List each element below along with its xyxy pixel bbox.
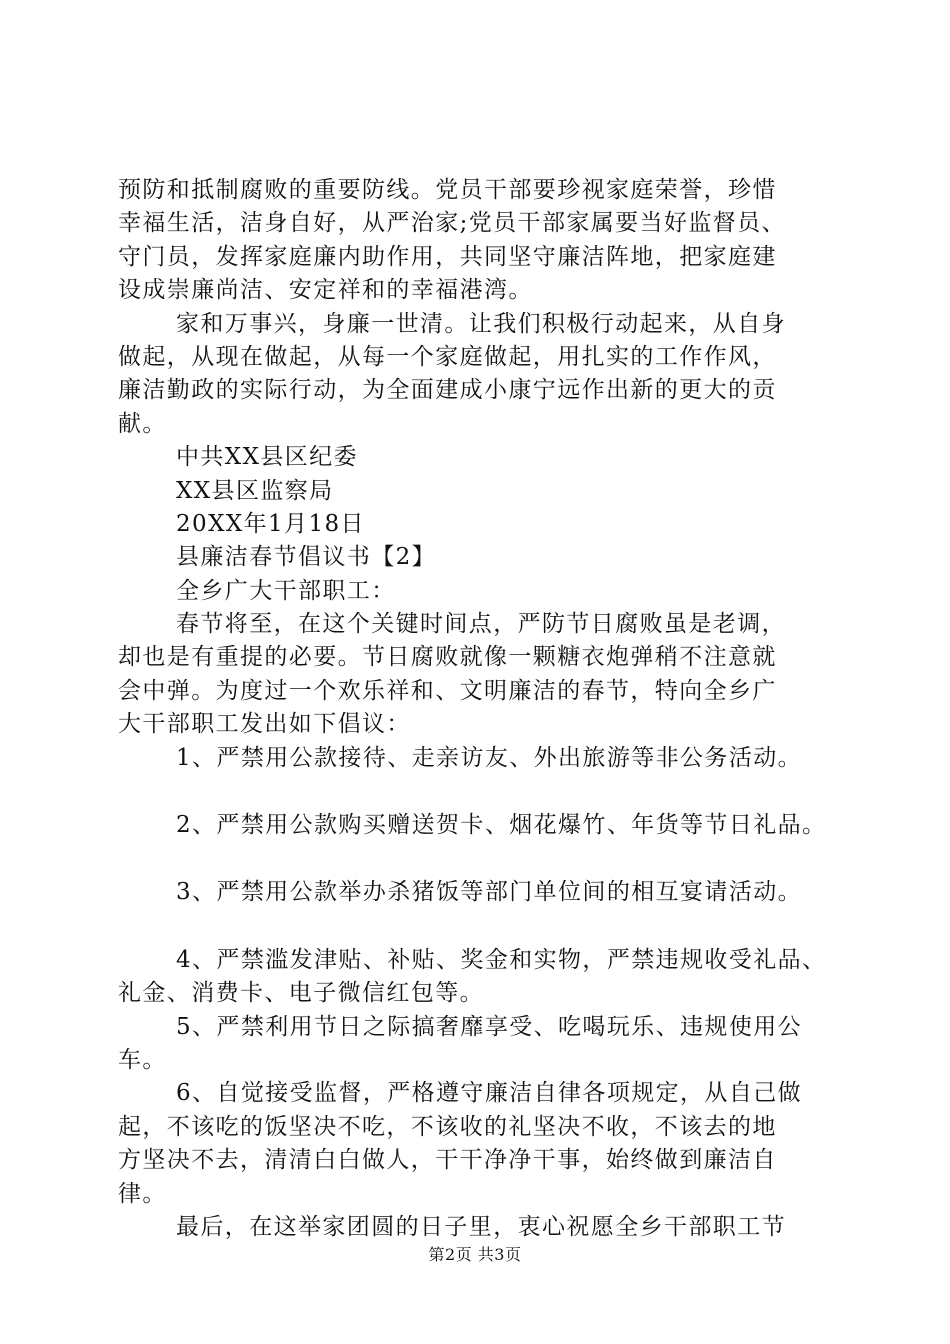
proposal-item-2: 2、严禁用公款购买赠送贺卡、烟花爆竹、年货等节日礼品。 — [176, 812, 827, 839]
body-text-line: 廉洁勤政的实际行动，为全面建成小康宁远作出新的更大的贡 — [118, 377, 777, 404]
section-title: 县廉洁春节倡议书【2】 — [176, 544, 437, 571]
body-text-line: 设成崇廉尚洁、安定祥和的幸福港湾。 — [118, 277, 533, 304]
body-text-line: 幸福生活，洁身自好，从严治家;党员干部家属要当好监督员、 — [118, 210, 786, 237]
proposal-item-5: 5、严禁利用节日之际搞奢靡享受、吃喝玩乐、违规使用公 — [176, 1013, 803, 1040]
body-text-line: 献。 — [118, 410, 167, 437]
signature-org-1: 中共XX县区纪委 — [176, 444, 358, 471]
body-text-line: 大干部职工发出如下倡议： — [118, 711, 411, 738]
salutation: 全乡广大干部职工： — [176, 577, 396, 604]
document-body — [118, 174, 838, 1244]
closing-text: 最后，在这举家团圆的日子里，衷心祝愿全乡干部职工节 — [176, 1213, 786, 1240]
proposal-item-6-cont: 方坚决不去，清清白白做人，干干净净干事，始终做到廉洁自 — [118, 1147, 777, 1174]
body-text-line: 做起，从现在做起，从每一个家庭做起，用扎实的工作作风， — [118, 343, 777, 370]
body-text-line: 却也是有重提的必要。节日腐败就像一颗糖衣炮弹稍不注意就 — [118, 644, 777, 671]
proposal-item-4: 4、严禁滥发津贴、补贴、奖金和实物，严禁违规收受礼品、 — [176, 946, 827, 973]
proposal-item-6-cont: 起，不该吃的饭坚决不吃，不该收的礼坚决不收，不该去的地 — [118, 1113, 777, 1140]
proposal-item-5-cont: 车。 — [118, 1046, 167, 1073]
body-text-line: 春节将至，在这个关键时间点，严防节日腐败虽是老调， — [176, 611, 786, 638]
body-text-line: 预防和抵制腐败的重要防线。党员干部要珍视家庭荣誉，珍惜 — [118, 177, 777, 203]
body-text-line: 会中弹。为度过一个欢乐祥和、文明廉洁的春节，特向全乡广 — [118, 677, 777, 704]
proposal-item-3: 3、严禁用公款举办杀猪饭等部门单位间的相互宴请活动。 — [176, 879, 803, 906]
proposal-item-6-cont: 律。 — [118, 1180, 167, 1207]
page-footer: 第2页 共3页 — [428, 1245, 522, 1264]
proposal-item-4-cont: 礼金、消费卡、电子微信红包等。 — [118, 980, 484, 1007]
signature-org-2: XX县区监察局 — [176, 477, 334, 504]
body-text-line: 守门员，发挥家庭廉内助作用，共同坚守廉洁阵地，把家庭建 — [118, 243, 777, 270]
signature-date: 20XX年1月18日 — [176, 510, 365, 537]
body-text-line: 家和万事兴，身廉一世清。让我们积极行动起来，从自身 — [176, 310, 786, 337]
proposal-item-6: 6、自觉接受监督，严格遵守廉洁自律各项规定，从自己做 — [176, 1080, 803, 1107]
proposal-item-1: 1、严禁用公款接待、走亲访友、外出旅游等非公务活动。 — [176, 744, 803, 771]
